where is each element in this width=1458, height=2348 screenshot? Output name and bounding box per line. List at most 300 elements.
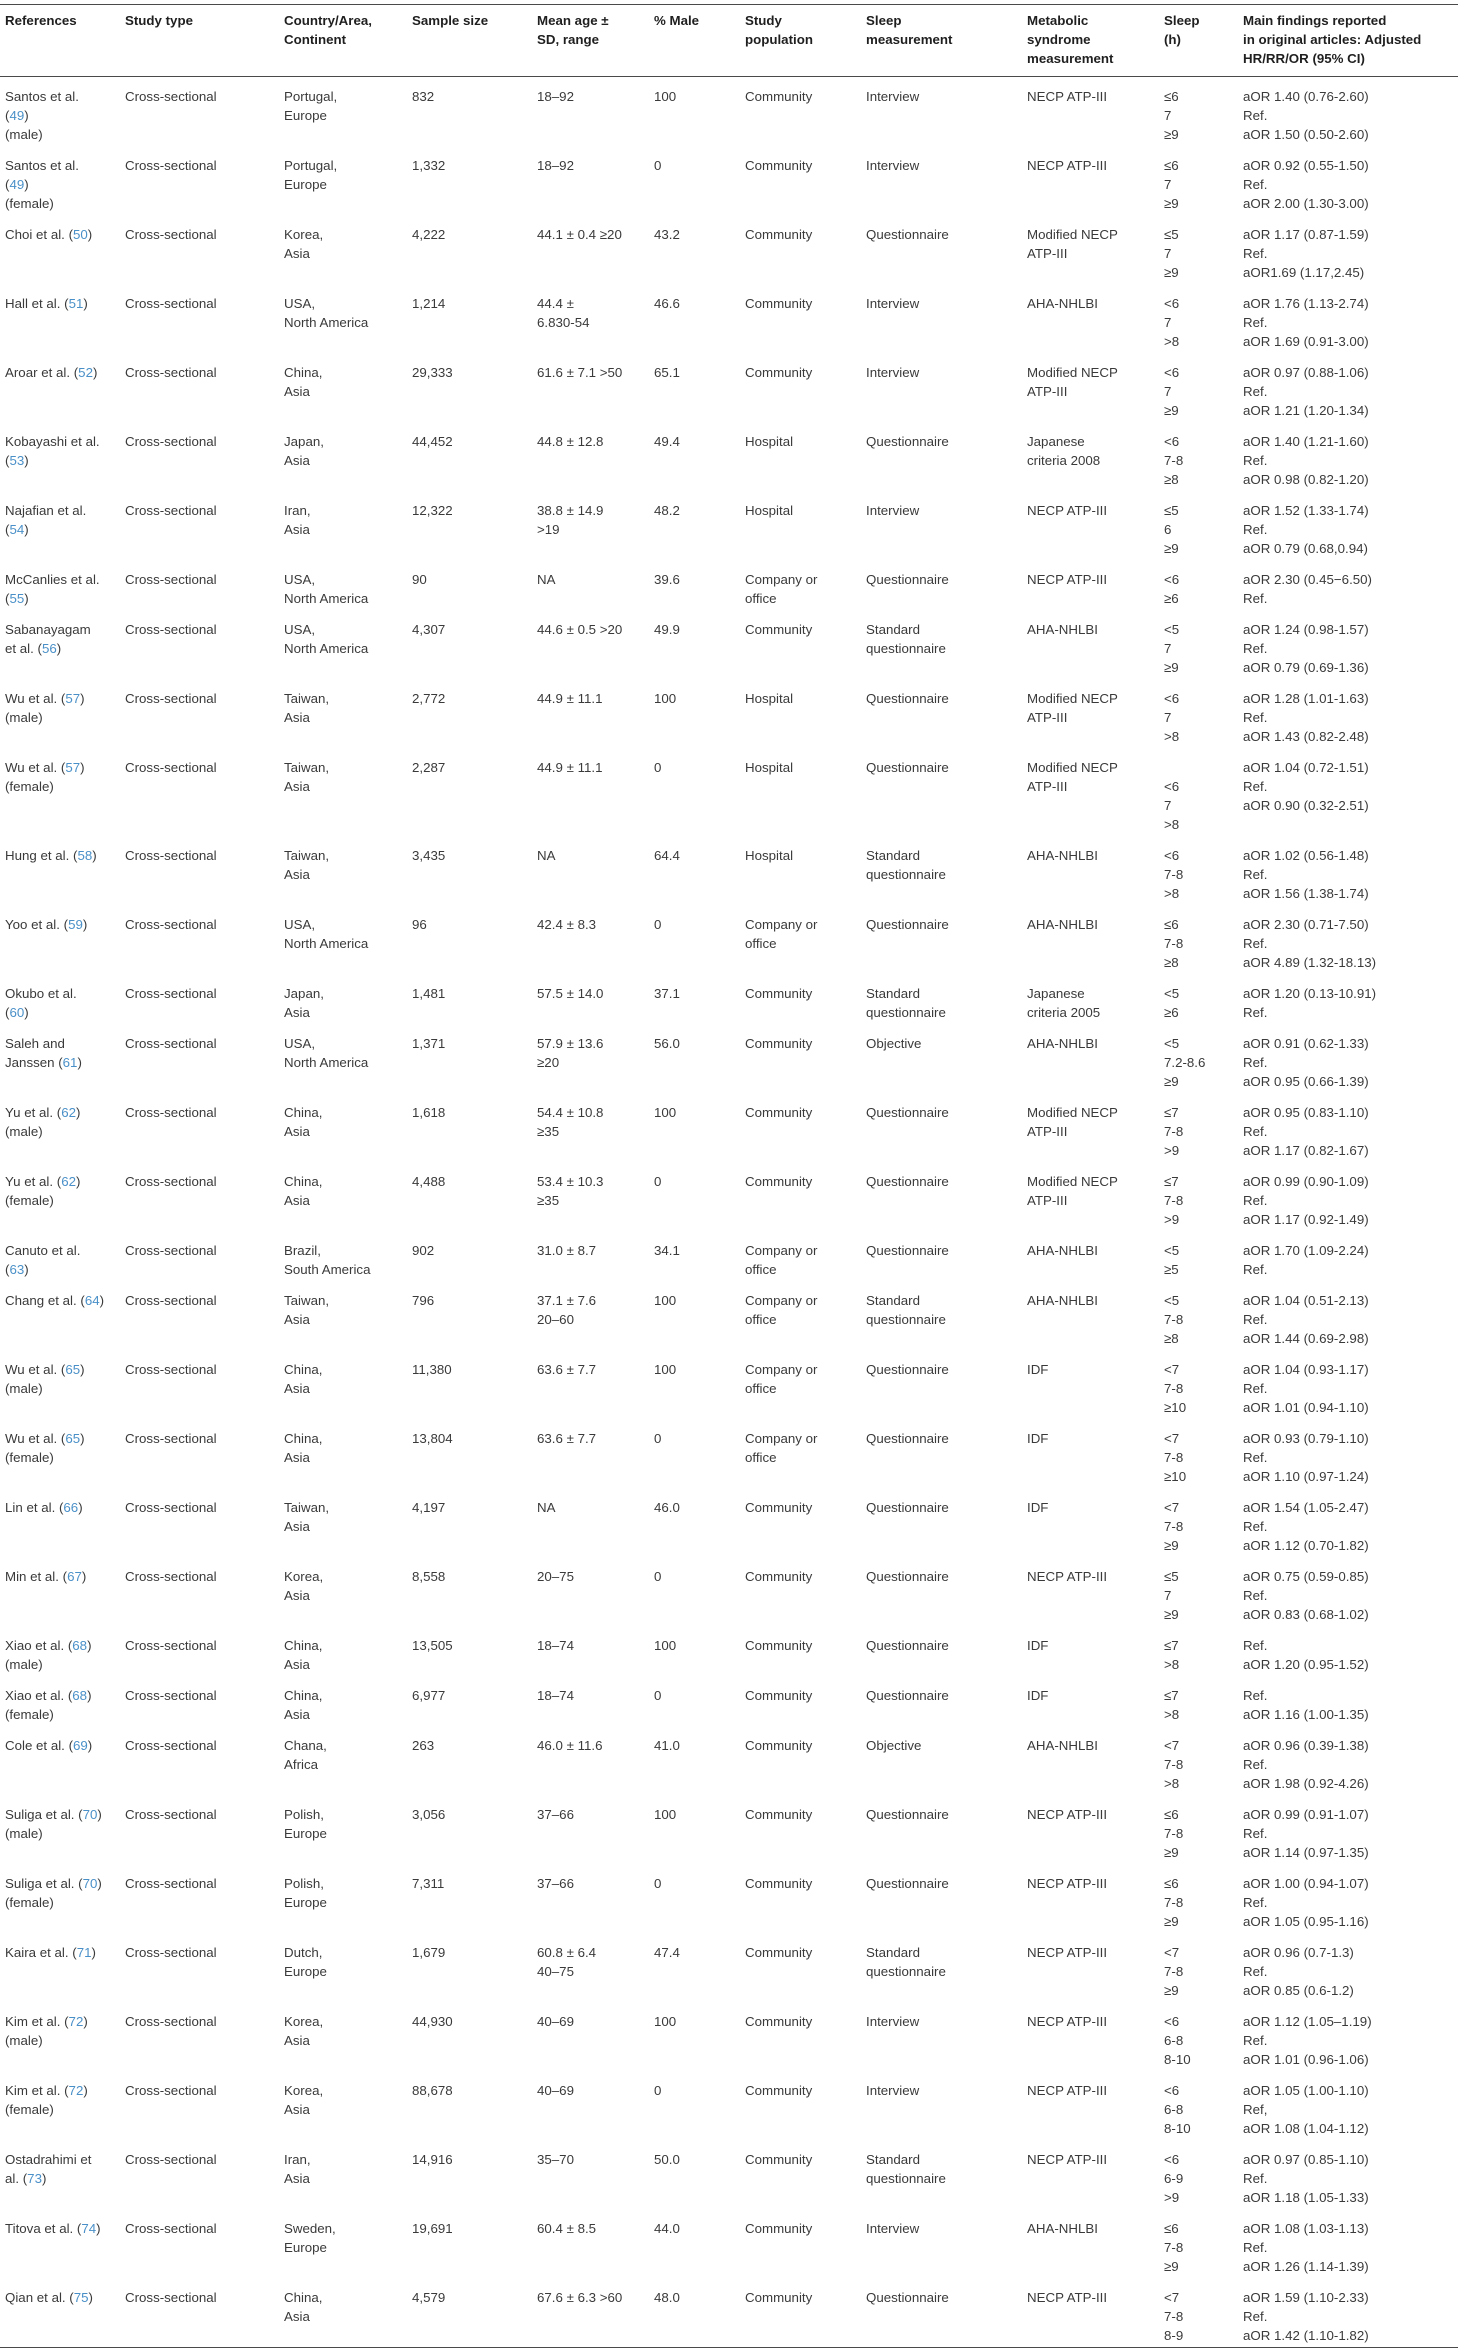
citation-link[interactable]: 49 <box>9 108 25 123</box>
table-row <box>0 610 1458 679</box>
header-sample-size: Sample size <box>407 5 532 77</box>
cell-study-type: Cross-sectional <box>125 1876 217 1891</box>
cell-male-percent: 0 <box>654 1569 662 1584</box>
cell-reference <box>0 1350 120 1419</box>
cell-metabolic-measurement: IDF <box>1027 1688 1049 1703</box>
reference-text-after: ) <box>24 591 29 606</box>
cell-male-percent: 0 <box>654 1431 662 1446</box>
cell-sleep-measurement: Standard questionnaire <box>866 986 946 1020</box>
cell-sample-size: 13,505 <box>412 1638 453 1653</box>
cell-sleep-hours: ≤6 7-8 ≥8 <box>1164 917 1184 970</box>
cell-metabolic-measurement: IDF <box>1027 1500 1049 1515</box>
reference-text-after: ) <box>24 522 29 537</box>
cell-study-type: Cross-sectional <box>125 1105 217 1120</box>
header-male-percent: % Male <box>649 5 740 77</box>
cell-metabolic-measurement: NECP ATP-III <box>1027 1945 1108 1960</box>
cell-sample-size: 88,678 <box>412 2083 453 2098</box>
citation-link[interactable]: 73 <box>27 2171 42 2186</box>
cell-study-type: Cross-sectional <box>125 2152 217 2167</box>
table-row <box>0 679 1458 748</box>
reference-text-before: Najafian et al. ( <box>5 503 87 537</box>
cell-study-population: Hospital <box>745 760 794 775</box>
cell-male-percent: 100 <box>654 1362 677 1377</box>
cell-main-findings: aOR 1.40 (1.21-1.60) Ref. aOR 0.98 (0.82-1.20) <box>1243 434 1369 487</box>
cell-sample-size: 1,679 <box>412 1945 446 1960</box>
cell-metabolic-measurement: NECP ATP-III <box>1027 2014 1108 2029</box>
cell-main-findings: Ref. aOR 1.16 (1.00-1.35) <box>1243 1688 1369 1722</box>
table-row <box>0 974 1458 1024</box>
cell-sample-size: 4,307 <box>412 622 446 637</box>
citation-link[interactable]: 59 <box>68 917 83 932</box>
cell-reference <box>0 1626 120 1676</box>
reference-text-after: ) <box>87 227 93 242</box>
citation-link[interactable]: 54 <box>9 522 25 537</box>
citation-link[interactable]: 58 <box>77 848 93 863</box>
cell-metabolic-measurement: AHA-NHLBI <box>1027 848 1098 863</box>
cell-sleep-hours: ≤6 7 ≥9 <box>1164 158 1179 211</box>
reference-text-before: Yu et al. ( <box>5 1105 62 1120</box>
citation-link[interactable]: 50 <box>73 227 88 242</box>
citation-link[interactable]: 63 <box>9 1262 25 1277</box>
citation-link[interactable]: 57 <box>65 760 81 775</box>
cell-study-population: Community <box>745 2221 813 2236</box>
cell-main-findings: aOR 1.59 (1.10-2.33) Ref. aOR 1.42 (1.10-1.82) <box>1238 2278 1458 2348</box>
cell-main-findings: aOR 0.75 (0.59-0.85) Ref. aOR 0.83 (0.68-1.02) <box>1243 1569 1369 1622</box>
cell-study-type: Cross-sectional <box>125 1036 217 1051</box>
cell-sample-size: 96 <box>412 917 427 932</box>
reference-text-before: Kaira et al. ( <box>5 1945 77 1960</box>
reference-text-before: Wu et al. ( <box>5 1431 66 1446</box>
cell-sleep-hours: <6 6-8 8-10 <box>1164 2083 1191 2136</box>
reference-text-after: ) <box>24 453 29 468</box>
citation-link[interactable]: 61 <box>62 1055 78 1070</box>
cell-sleep-hours: <5 ≥5 <box>1164 1243 1180 1277</box>
cell-metabolic-measurement: NECP ATP-III <box>1027 503 1108 518</box>
cell-study-population: Community <box>745 227 813 242</box>
cell-study-type: Cross-sectional <box>125 1738 217 1753</box>
cell-main-findings: aOR 0.92 (0.55-1.50) Ref. aOR 2.00 (1.30-3.00) <box>1243 158 1369 211</box>
cell-reference <box>0 422 120 491</box>
cell-reference <box>0 77 120 147</box>
reference-text-before: Kobayashi et al. ( <box>5 434 100 468</box>
cell-sleep-hours: <6 7 >8 <box>1164 691 1180 744</box>
reference-text-after: ) (male) <box>5 691 85 725</box>
cell-metabolic-measurement: AHA-NHLBI <box>1027 622 1098 637</box>
cell-mean-age: 67.6 ± 6.3 >60 <box>532 2278 649 2348</box>
cell-mean-age: 37.1 ± 7.6 20–60 <box>537 1293 597 1327</box>
cell-sleep-measurement: Standard questionnaire <box>866 2152 946 2186</box>
header-sleep-measurement: Sleep measurement <box>861 5 1022 77</box>
cell-sleep-measurement: Questionnaire <box>866 1569 949 1584</box>
cell-study-type: Cross-sectional <box>125 2083 217 2098</box>
cell-sample-size: 7,311 <box>412 1876 445 1891</box>
citation-link[interactable]: 70 <box>82 1807 98 1822</box>
cell-study-population: Community <box>745 2152 813 2167</box>
reference-text-before: Titova et al. ( <box>5 2221 82 2236</box>
cell-main-findings: aOR 0.99 (0.91-1.07) Ref. aOR 1.14 (0.97-1.35) <box>1243 1807 1369 1860</box>
cell-sleep-measurement: Questionnaire <box>861 2278 1022 2348</box>
table-row <box>0 1350 1458 1419</box>
cell-mean-age: 53.4 ± 10.3 ≥35 <box>537 1174 604 1208</box>
header-sleep-hours: Sleep (h) <box>1159 5 1238 77</box>
cell-country: Brazil, South America <box>284 1243 371 1277</box>
reference-text-after: ) <box>82 917 88 932</box>
cell-mean-age: 44.4 ± 6.830-54 <box>537 296 590 330</box>
cell-sleep-hours: ≤5 6 ≥9 <box>1164 503 1179 556</box>
cell-sleep-measurement: Objective <box>866 1738 922 1753</box>
citation-link[interactable]: 68 <box>72 1638 88 1653</box>
cell-main-findings: aOR 1.04 (0.72-1.51) Ref. aOR 0.90 (0.32-2.51) <box>1243 760 1369 813</box>
cell-male-percent: 43.2 <box>654 227 680 242</box>
citation-link[interactable]: 60 <box>9 1005 25 1020</box>
cell-sleep-hours: <6 7-8 ≥8 <box>1164 434 1184 487</box>
citation-link[interactable]: 64 <box>84 1293 100 1308</box>
table-row <box>0 1864 1458 1933</box>
cell-study-population: Company or office <box>745 1362 818 1396</box>
reference-text-after: ) (male) <box>5 1638 92 1672</box>
cell-sleep-hours: <7 7-8 >8 <box>1164 1738 1184 1791</box>
cell-main-findings: aOR 0.97 (0.88-1.06) Ref. aOR 1.21 (1.20-1.34) <box>1243 365 1369 418</box>
cell-country: USA, North America <box>284 572 369 606</box>
cell-country: Iran, Asia <box>284 503 311 537</box>
cell-country: Taiwan, Asia <box>284 848 330 882</box>
cell-sample-size: 3,435 <box>412 848 446 863</box>
cell-reference <box>0 215 120 284</box>
cell-male-percent: 34.1 <box>654 1243 680 1258</box>
cell-mean-age: 18–92 <box>537 89 574 104</box>
cell-country: Taiwan, Asia <box>284 1500 330 1534</box>
header-study-population: Study population <box>740 5 861 77</box>
cell-mean-age: 57.9 ± 13.6 ≥20 <box>537 1036 604 1070</box>
table-row <box>0 284 1458 353</box>
cell-male-percent: 0 <box>654 1688 662 1703</box>
cell-sleep-measurement: Questionnaire <box>866 1807 949 1822</box>
cell-sleep-measurement: Interview <box>866 2014 920 2029</box>
cell-sleep-hours: <7 7-8 ≥10 <box>1164 1362 1187 1415</box>
cell-male-percent: 37.1 <box>654 986 680 1001</box>
cell-mean-age: 18–74 <box>537 1638 574 1653</box>
cell-reference <box>0 491 120 560</box>
cell-mean-age: 37–66 <box>537 1807 574 1822</box>
cell-male-percent: 49.4 <box>654 434 680 449</box>
reference-text-before: Choi et al. ( <box>5 227 73 242</box>
cell-study-population: Community <box>745 1569 813 1584</box>
cell-sample-size: 263 <box>412 1738 435 1753</box>
cell-sleep-measurement: Interview <box>866 296 920 311</box>
table-row <box>0 422 1458 491</box>
citation-link[interactable]: 66 <box>63 1500 79 1515</box>
citation-link[interactable]: 57 <box>65 691 81 706</box>
cell-mean-age: 54.4 ± 10.8 ≥35 <box>537 1105 604 1139</box>
reference-text-after: ) (female) <box>5 1688 92 1722</box>
cell-sample-size: 796 <box>412 1293 435 1308</box>
cell-metabolic-measurement: NECP ATP-III <box>1027 2083 1108 2098</box>
cell-reference <box>0 2278 120 2348</box>
cell-main-findings: aOR 2.30 (0.45−6.50) Ref. <box>1243 572 1372 606</box>
cell-study-population: Community <box>745 365 813 380</box>
cell-country: Taiwan, Asia <box>284 1293 330 1327</box>
cell-sleep-hours: <5 7 ≥9 <box>1164 622 1180 675</box>
cell-sleep-hours: ≤6 7-8 ≥9 <box>1164 1876 1184 1929</box>
cell-reference <box>0 353 120 422</box>
cell-male-percent: 64.4 <box>654 848 680 863</box>
reference-text-after: ) <box>91 1945 96 1960</box>
cell-male-percent: 100 <box>654 1638 677 1653</box>
table-row <box>0 2071 1458 2140</box>
cell-male-percent: 100 <box>654 1807 677 1822</box>
cell-reference <box>0 1488 120 1557</box>
citation-link[interactable]: 72 <box>68 2014 84 2029</box>
reference-text-after: ) <box>99 1293 105 1308</box>
cell-country: Dutch, Europe <box>284 1945 327 1979</box>
cell-sleep-measurement: Interview <box>866 503 920 518</box>
citation-link[interactable]: 65 <box>65 1362 81 1377</box>
cell-main-findings: aOR 0.96 (0.7-1.3) Ref. aOR 0.85 (0.6-1.2) <box>1243 1945 1354 1998</box>
cell-country: Polish, Europe <box>284 1807 327 1841</box>
cell-mean-age: NA <box>537 848 556 863</box>
cell-metabolic-measurement: NECP ATP-III <box>1027 1876 1108 1891</box>
cell-main-findings: aOR 1.00 (0.94-1.07) Ref. aOR 1.05 (0.95-1.16) <box>1243 1876 1369 1929</box>
cell-metabolic-measurement: Japanese criteria 2008 <box>1027 434 1101 468</box>
cell-main-findings: Ref. aOR 1.20 (0.95-1.52) <box>1243 1638 1369 1672</box>
cell-study-population: Community <box>745 89 813 104</box>
cell-male-percent: 0 <box>654 1876 662 1891</box>
cell-male-percent: 100 <box>654 691 677 706</box>
citation-link[interactable]: 53 <box>9 453 25 468</box>
cell-mean-age: 60.8 ± 6.4 40–75 <box>537 1945 597 1979</box>
citation-link[interactable]: 56 <box>41 641 57 656</box>
header-main-findings: Main findings reported in original articles: Adjusted HR/RR/OR (95% CI) <box>1238 5 1458 77</box>
cell-reference <box>0 748 120 836</box>
cell-male-percent: 56.0 <box>654 1036 680 1051</box>
cell-sample-size: 832 <box>412 89 435 104</box>
reference-text-after: ) (male) <box>5 1807 102 1841</box>
cell-main-findings: aOR 1.54 (1.05-2.47) Ref. aOR 1.12 (0.70-1.82) <box>1243 1500 1369 1553</box>
cell-metabolic-measurement: AHA-NHLBI <box>1027 1243 1098 1258</box>
reference-text-before: Kim et al. ( <box>5 2083 69 2098</box>
citation-link[interactable]: 62 <box>61 1105 76 1120</box>
cell-sleep-measurement: Interview <box>866 89 920 104</box>
table-row <box>0 1488 1458 1557</box>
cell-country: Portugal, Europe <box>284 158 338 192</box>
reference-text-before: Yoo et al. ( <box>5 917 69 932</box>
cell-sleep-measurement: Questionnaire <box>866 917 949 932</box>
cell-mean-age: 18–92 <box>537 158 574 173</box>
cell-mean-age: 40–69 <box>537 2083 574 2098</box>
cell-study-population: Community <box>740 2278 861 2348</box>
cell-metabolic-measurement: Modified NECP ATP-III <box>1027 227 1118 261</box>
cell-study-type: Cross-sectional <box>125 1945 217 1960</box>
cell-country: China, Asia <box>279 2278 407 2348</box>
cell-sleep-hours: ≤6 7 ≥9 <box>1164 89 1179 142</box>
cell-main-findings: aOR 1.17 (0.87-1.59) Ref. aOR1.69 (1.17,2.45) <box>1243 227 1369 280</box>
cell-metabolic-measurement: NECP ATP-III <box>1027 2152 1108 2167</box>
cell-country: USA, North America <box>284 622 369 656</box>
table-row <box>0 77 1458 147</box>
table-row <box>0 1024 1458 1093</box>
cell-study-type: Cross-sectional <box>125 89 217 104</box>
cell-sleep-measurement: Questionnaire <box>866 1876 949 1891</box>
cell-main-findings: aOR 1.05 (1.00-1.10) Ref, aOR 1.08 (1.04-1.12) <box>1243 2083 1369 2136</box>
citation-link[interactable]: 75 <box>73 2290 89 2305</box>
reference-text-after: ) <box>83 296 88 311</box>
cell-mean-age: 63.6 ± 7.7 <box>537 1431 597 1446</box>
cell-mean-age: 40–69 <box>537 2014 574 2029</box>
cell-metabolic-measurement: Modified NECP ATP-III <box>1027 1105 1118 1139</box>
cell-sample-size: 902 <box>412 1243 435 1258</box>
header-country: Country/Area, Continent <box>279 5 407 77</box>
cell-sleep-measurement: Standard questionnaire <box>866 848 946 882</box>
cell-mean-age: NA <box>537 572 556 587</box>
table-row <box>0 2278 1458 2348</box>
cell-mean-age: NA <box>537 1500 556 1515</box>
cell-country: China, Asia <box>284 1688 323 1722</box>
citation-link[interactable]: 72 <box>68 2083 84 2098</box>
cell-study-type: Cross-sectional <box>125 2221 217 2236</box>
table-row <box>0 2209 1458 2278</box>
cell-country: USA, North America <box>284 1036 369 1070</box>
table-row <box>0 491 1458 560</box>
cell-sleep-hours: <5 7-8 ≥8 <box>1164 1293 1184 1346</box>
cell-metabolic-measurement: NECP ATP-III <box>1022 2278 1159 2348</box>
cell-main-findings: aOR 1.20 (0.13-10.91) Ref. <box>1243 986 1377 1020</box>
cell-metabolic-measurement: Japanese criteria 2005 <box>1027 986 1101 1020</box>
cell-study-type: Cross-sectional <box>125 1688 217 1703</box>
reference-text-before: Xiao et al. ( <box>5 1688 73 1703</box>
cell-main-findings: aOR 0.97 (0.85-1.10) Ref. aOR 1.18 (1.05-1.33) <box>1243 2152 1369 2205</box>
cell-sleep-hours: ≤7 7-8 >9 <box>1164 1105 1184 1158</box>
cell-reference <box>0 905 120 974</box>
cell-study-type: Cross-sectional <box>125 1569 217 1584</box>
citation-link[interactable]: 65 <box>65 1431 81 1446</box>
cell-study-type: Cross-sectional <box>125 691 217 706</box>
table-row <box>0 1162 1458 1231</box>
cell-sleep-measurement: Questionnaire <box>866 760 949 775</box>
cell-main-findings: aOR 1.40 (0.76-2.60) Ref. aOR 1.50 (0.50-2.60) <box>1243 89 1369 142</box>
cell-metabolic-measurement: AHA-NHLBI <box>1027 1036 1098 1051</box>
cell-country: China, Asia <box>284 1362 323 1396</box>
cell-sleep-hours: ≤6 7-8 ≥9 <box>1164 1807 1184 1860</box>
reference-text-after: ) <box>41 2171 47 2186</box>
reference-text-after: ) <box>88 2290 93 2305</box>
cell-study-population: Hospital <box>745 848 794 863</box>
citation-link[interactable]: 49 <box>9 177 25 192</box>
cell-reference <box>0 1795 120 1864</box>
cell-sample-size: 4,579 <box>407 2278 532 2348</box>
cell-study-type: Cross-sectional <box>125 158 217 173</box>
cell-main-findings: aOR 1.28 (1.01-1.63) Ref. aOR 1.43 (0.82-2.48) <box>1243 691 1369 744</box>
cell-country: Taiwan, Asia <box>284 691 330 725</box>
cell-study-population: Hospital <box>745 503 794 518</box>
cell-male-percent: 49.9 <box>654 622 680 637</box>
cell-mean-age: 46.0 ± 11.6 <box>537 1738 603 1753</box>
cell-study-population: Community <box>745 622 813 637</box>
table-row <box>0 1419 1458 1488</box>
cell-sleep-hours: <7 7-8 ≥9 <box>1164 1500 1184 1553</box>
cell-metabolic-measurement: AHA-NHLBI <box>1027 2221 1098 2236</box>
table-row <box>0 215 1458 284</box>
cell-study-population: Community <box>745 296 813 311</box>
citation-link[interactable]: 55 <box>9 591 25 606</box>
cell-sleep-measurement: Questionnaire <box>866 434 949 449</box>
cell-mean-age: 44.8 ± 12.8 <box>537 434 604 449</box>
cell-sample-size: 4,222 <box>412 227 446 242</box>
cell-study-population: Community <box>745 1174 813 1189</box>
cell-study-population: Company or office <box>745 572 818 606</box>
cell-sample-size: 4,197 <box>412 1500 446 1515</box>
cell-country: China, Asia <box>284 1174 323 1208</box>
citation-link[interactable]: 70 <box>82 1876 98 1891</box>
cell-study-population: Community <box>745 1876 813 1891</box>
table-row <box>0 1281 1458 1350</box>
cell-sleep-measurement: Standard questionnaire <box>866 1945 946 1979</box>
cell-mean-age: 44.9 ± 11.1 <box>537 691 603 706</box>
cell-study-population: Community <box>745 2014 813 2029</box>
cell-male-percent: 41.0 <box>654 1738 680 1753</box>
citation-link[interactable]: 52 <box>78 365 93 380</box>
cell-country: Korea, Asia <box>284 227 324 261</box>
citation-link[interactable]: 74 <box>81 2221 97 2236</box>
cell-study-type: Cross-sectional <box>125 1243 217 1258</box>
cell-male-percent: 100 <box>654 2014 677 2029</box>
cell-country: China, Asia <box>284 365 323 399</box>
cell-reference <box>0 2140 120 2209</box>
citation-link[interactable]: 69 <box>73 1738 88 1753</box>
table-row <box>0 2140 1458 2209</box>
citation-link[interactable]: 67 <box>67 1569 82 1584</box>
reference-text-after: ) (male) <box>5 1105 81 1139</box>
citation-link[interactable]: 62 <box>61 1174 76 1189</box>
cell-study-population: Hospital <box>745 691 794 706</box>
reference-text-before: Aroar et al. ( <box>5 365 79 380</box>
cell-main-findings: aOR 1.04 (0.51-2.13) Ref. aOR 1.44 (0.69-2.98) <box>1243 1293 1369 1346</box>
cell-sample-size: 1,332 <box>412 158 446 173</box>
cell-sleep-measurement: Interview <box>866 2083 920 2098</box>
citation-link[interactable]: 68 <box>72 1688 88 1703</box>
reference-text-after: ) <box>78 1500 83 1515</box>
cell-male-percent: 65.1 <box>654 365 680 380</box>
cell-mean-age: 37–66 <box>537 1876 574 1891</box>
cell-country: Iran, Asia <box>284 2152 311 2186</box>
table-row <box>0 1795 1458 1864</box>
citation-link[interactable]: 71 <box>76 1945 92 1960</box>
table-row <box>0 1093 1458 1162</box>
cell-reference <box>0 1024 120 1093</box>
reference-text-after: ) <box>87 1738 93 1753</box>
cell-country: China, Asia <box>284 1105 323 1139</box>
cell-sleep-hours: <5 ≥6 <box>1164 986 1180 1020</box>
table-row <box>0 905 1458 974</box>
cell-reference <box>0 610 120 679</box>
cell-main-findings: aOR 1.24 (0.98-1.57) Ref. aOR 0.79 (0.69-1.36) <box>1243 622 1369 675</box>
table-row <box>0 1933 1458 2002</box>
cell-sleep-hours: <7 7-8 ≥10 <box>1164 1431 1187 1484</box>
cell-study-type: Cross-sectional <box>125 1807 217 1822</box>
cell-sleep-hours: <6 7 >8 <box>1164 779 1180 832</box>
reference-text-before: Ostadrahimi et al. ( <box>5 2152 92 2186</box>
reference-text-after: ) <box>56 641 62 656</box>
cell-sleep-measurement: Interview <box>866 158 920 173</box>
citation-link[interactable]: 51 <box>68 296 84 311</box>
header-references: References <box>0 5 120 77</box>
cell-male-percent: 100 <box>654 1105 677 1120</box>
cell-male-percent: 48.0 <box>649 2278 740 2348</box>
cell-reference <box>0 2002 120 2071</box>
cell-sample-size: 12,322 <box>412 503 453 518</box>
cell-metabolic-measurement: NECP ATP-III <box>1027 1807 1108 1822</box>
cell-mean-age: 18–74 <box>537 1688 574 1703</box>
table-header <box>0 5 1458 77</box>
